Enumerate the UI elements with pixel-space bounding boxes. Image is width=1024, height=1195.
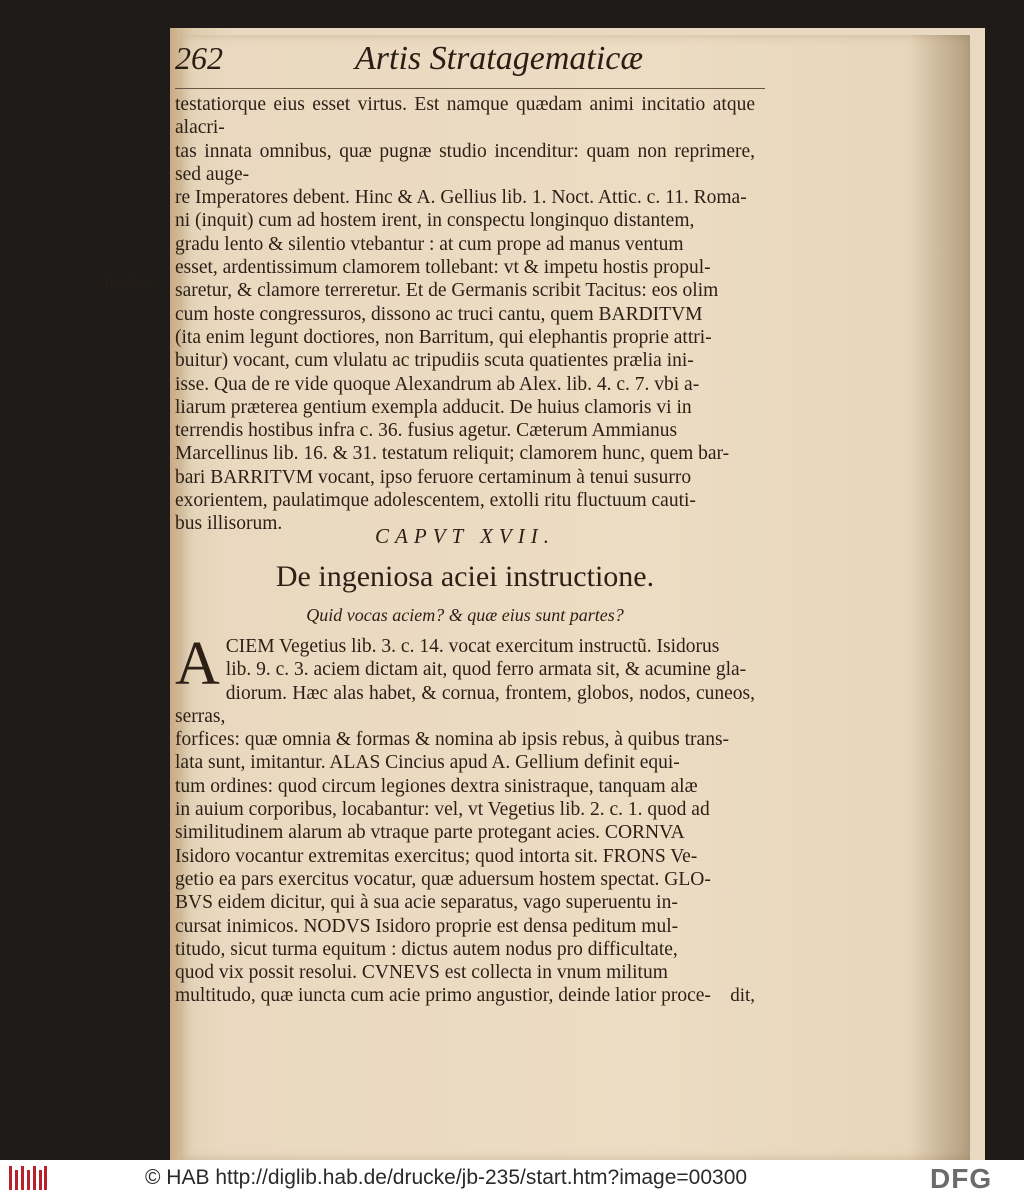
footer-credit-link[interactable]: © HAB http://diglib.hab.de/drucke/jb-235/start.htm?image=00300 <box>145 1166 748 1189</box>
text-line: CIEM Vegetius lib. 3. c. 14. vocat exercitum instructũ. Isidorus <box>225 636 720 657</box>
paragraph-2 <box>175 630 755 1008</box>
text-line: exorientem, paulatimque adolescentem, extolli ritu fluctuum cauti- <box>175 490 696 512</box>
dfg-logo: DFG <box>930 1163 993 1194</box>
chapter-question: Quid vocas aciem? & quæ eius sunt partes? <box>306 605 624 625</box>
text-line: lata sunt, imitantur. ALAS Cincius apud A. Gellium definit equi- <box>175 752 680 774</box>
margin-note: Barditus. <box>105 275 153 290</box>
text-line: diorum. Hæc alas habet, & cornua, frontem, globos, nodos, cuneos, serras, <box>175 682 755 727</box>
chapter-label: CAPVT XVII. <box>375 524 555 548</box>
text-line: re Imperatores debent. Hinc & A. Gellius lib. 1. Noct. Attic. c. 11. Roma- <box>175 187 747 209</box>
text-line: ni (inquit) cum ad hostem irent, in conspectu longinquo distantem, <box>175 210 695 232</box>
text-line: forfices: quæ omnia & formas & nomina ab ipsis rebus, à quibus trans- <box>175 729 730 751</box>
text-line: bus illisorum. <box>175 513 283 535</box>
chapter-title: De ingeniosa aciei instructione. <box>275 560 655 593</box>
text-line: similitudinem alarum ab vtraque parte protegant acies. CORNVA <box>175 822 685 844</box>
page-header <box>175 40 765 80</box>
text-line: testatiorque eius esset virtus. Est namque quædam animi incitatio atque alacri- <box>175 94 755 139</box>
text-line: quod vix possit resolui. CVNEVS est collecta in vnum militum <box>175 962 668 984</box>
page-spine-shadow <box>910 35 970 1160</box>
text-line: tas innata omnibus, quæ pugnæ studio incenditur: quam non reprimere, sed auge- <box>175 140 755 185</box>
text-line: BVS eidem dicitur, qui à sua acie separatus, vago superuentu in- <box>175 892 678 914</box>
text-block-1 <box>175 93 755 536</box>
text-line: liarum præterea gentium exempla adducit. De huius clamoris vi in <box>175 396 692 418</box>
running-head: Artis Stratagematicæ <box>355 40 644 77</box>
text-line: isse. Qua de re vide quoque Alexandrum ab Alex. lib. 4. c. 7. vbi a- <box>175 373 700 395</box>
drop-cap: A <box>175 630 220 698</box>
text-line: getio ea pars exercitus vocatur, quæ aduersum hostem spectat. GLO- <box>175 868 711 890</box>
text-line: cursat inimicos. NODVS Isidoro proprie est densa peditum mul- <box>175 915 679 937</box>
text-line: gradu lento & silentio vtebantur : at cum prope ad manus ventum <box>175 233 684 255</box>
text-line: lib. 9. c. 3. aciem dictam ait, quod ferro armata sit, & acumine gla- <box>225 659 747 681</box>
text-line: bari BARRITVM vocant, ipso feruore certaminum à tenui susurro <box>175 466 692 488</box>
text-line: (ita enim legunt doctiores, non Barritum, qui elephantis proprie attri- <box>175 326 712 348</box>
footer-bar <box>0 1160 1024 1195</box>
text-line: tum ordines: quod circum legiones dextra sinistraque, tanquam alæ <box>175 775 698 797</box>
text-line: titudo, sicut turma equitum : dictus autem nodus pro difficultate, <box>175 938 678 960</box>
text-block-2 <box>175 630 755 1008</box>
text-line: Marcellinus lib. 16. & 31. testatum reliquit; clamorem hunc, quem bar- <box>175 443 730 465</box>
page-number: 262 <box>175 40 223 76</box>
paragraph-1 <box>175 93 755 536</box>
text-line: in auium corporibus, locabantur: vel, vt Vegetius lib. 2. c. 1. quod ad <box>175 799 710 821</box>
text-line: multitudo, quæ iuncta cum acie primo angustior, deinde latior proce- <box>175 985 711 1007</box>
text-line: cum hoste congressuros, dissono ac truci cantu, quem BARDITVM <box>175 303 703 325</box>
header-rule <box>175 88 765 89</box>
text-line: Isidoro vocantur extremitas exercitus; quod intorta sit. FRONS Ve- <box>175 845 698 867</box>
catchword: dit, <box>730 985 755 1006</box>
hab-logo-icon <box>8 1164 48 1192</box>
text-line: buitur) vocant, cum vlulatu ac tripudiis scuta quatientes prælia ini- <box>175 350 694 372</box>
text-line: esset, ardentissimum clamorem tollebant: vt & impetu hostis propul- <box>175 257 711 279</box>
text-line: saretur, & clamore terreretur. Et de Germanis scribit Tacitus: eos olim <box>175 280 719 302</box>
text-line: terrendis hostibus infra c. 36. fusius agetur. Cæterum Ammianus <box>175 420 678 442</box>
